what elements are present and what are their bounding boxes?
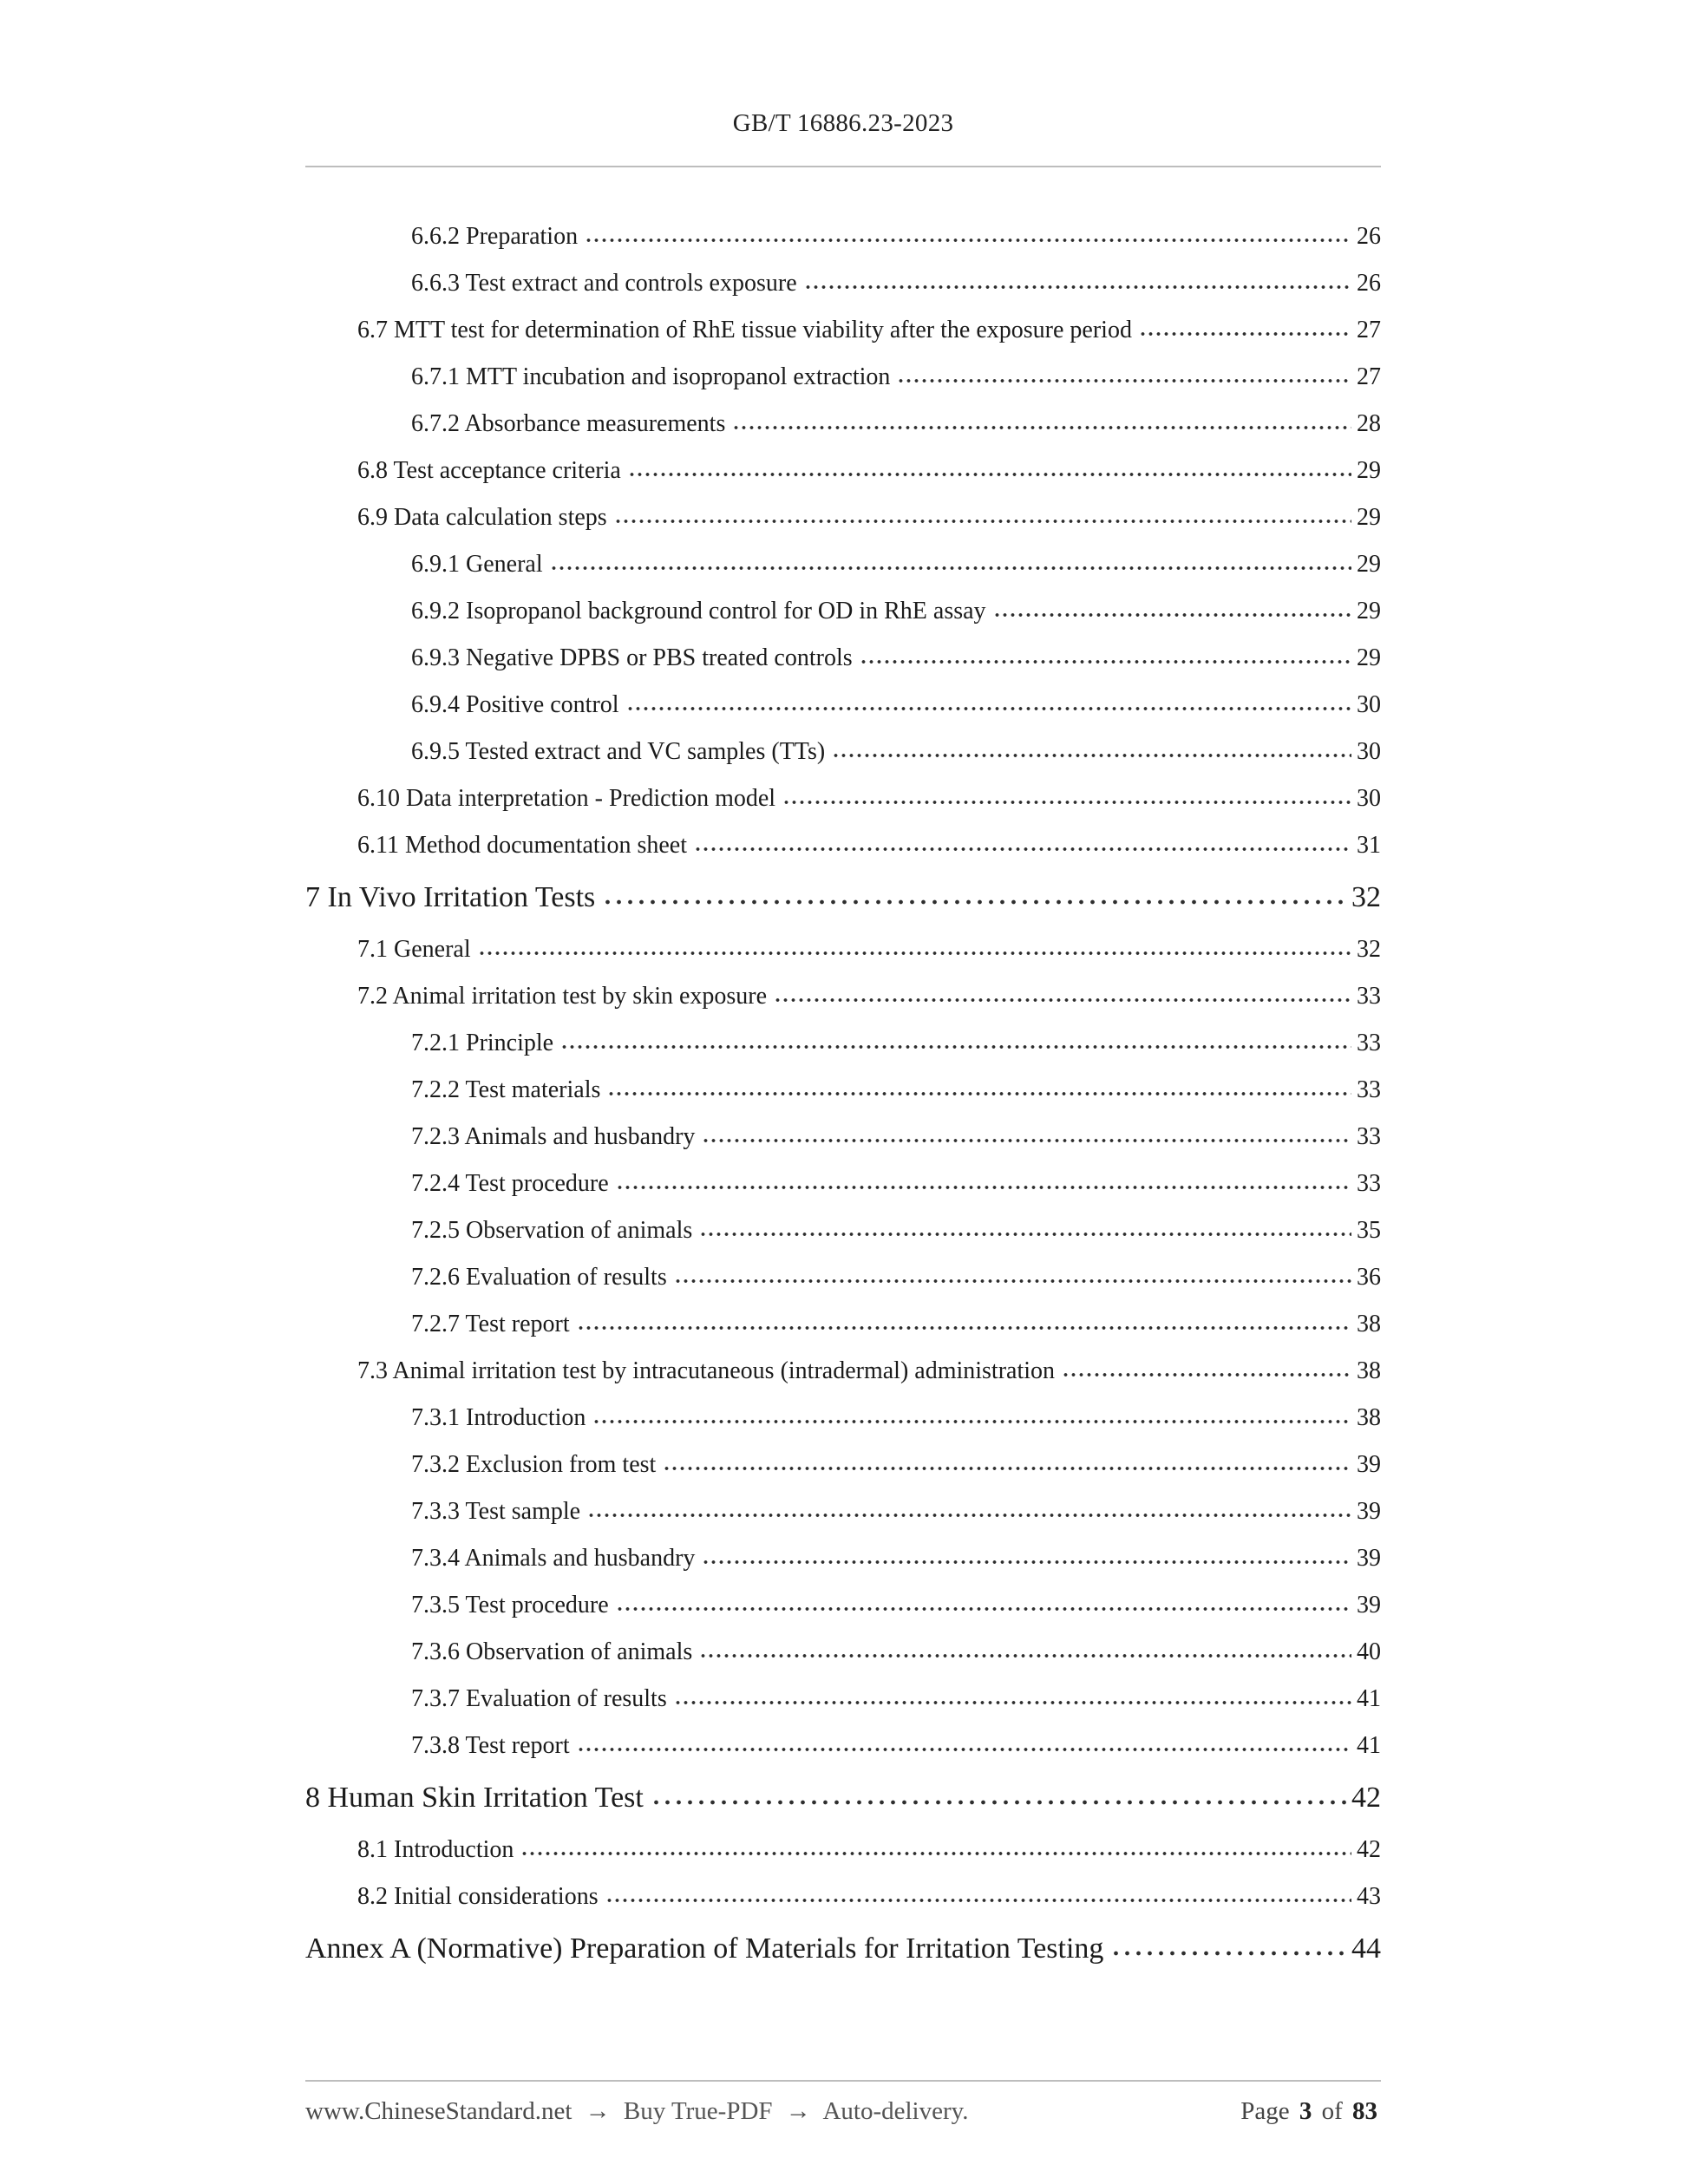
toc-entry-page: 33 [1357,1030,1381,1056]
toc-entry-title: 7.3.8 Test report [411,1732,570,1759]
toc-entry-page: 38 [1357,1311,1381,1337]
toc-entry-title: 6.6.2 Preparation [411,223,579,250]
toc-entry [305,1827,1381,1873]
toc-entry-title: 6.9 Data calculation steps [357,504,607,531]
toc-entry-title: 7.2.5 Observation of animals [411,1217,693,1244]
toc-entry-title: 7.3 Animal irritation test by intracutaneous (intradermal) administration [357,1357,1056,1384]
dot-leader [577,1324,1351,1331]
dot-leader [1139,330,1351,337]
dot-leader [1062,1371,1351,1378]
dot-leader [699,1231,1351,1238]
toc-entry [305,822,1381,869]
dot-leader [993,611,1351,618]
toc-entry [305,1582,1381,1629]
toc-entry-title: 7 In Vivo Irritation Tests [305,881,596,913]
footer-info [305,2097,969,2126]
toc-entry [305,260,1381,307]
toc-entry [305,1395,1381,1442]
toc-entry-title: 7.1 General [357,936,471,963]
toc-entry-page: 43 [1357,1883,1381,1910]
toc-entry-page: 40 [1357,1638,1381,1665]
toc-entry-page: 27 [1357,317,1381,343]
toc-entry-page: 30 [1357,738,1381,765]
toc-entry [305,1067,1381,1114]
toc-entry-page: 39 [1357,1545,1381,1572]
toc-entry-title: 6.7.2 Absorbance measurements [411,410,726,437]
dot-leader [651,1798,1346,1807]
dot-leader [702,1137,1351,1144]
toc-entry [305,1348,1381,1395]
toc-entry [305,354,1381,401]
toc-entry [305,1442,1381,1488]
header-divider [305,166,1381,167]
toc-entry-page: 32 [1351,881,1381,913]
toc-entry-title: 6.9.2 Isopropanol background control for OD in RhE assay [411,598,986,624]
toc-entry-page: 30 [1357,691,1381,718]
toc-entry-title: 8.1 Introduction [357,1836,514,1863]
footer-site-link[interactable]: www.ChineseStandard.net [305,2097,572,2125]
toc-entry-page: 39 [1357,1451,1381,1478]
toc-entry [305,1873,1381,1920]
toc-entry-page: 38 [1357,1357,1381,1384]
toc-entry-page: 33 [1357,1123,1381,1150]
dot-leader [614,518,1351,525]
toc-entry-title: 7.2.2 Test materials [411,1076,601,1103]
toc-entry-title: 7.3.3 Test sample [411,1498,581,1525]
toc-entry-title: 7.3.1 Introduction [411,1404,586,1431]
dot-leader [626,705,1351,712]
toc-entry [305,1161,1381,1207]
toc-entry-page: 28 [1357,410,1381,437]
toc-entry [305,635,1381,682]
toc-entry-title: 7.2 Animal irritation test by skin exposure [357,983,768,1010]
dot-leader [674,1699,1351,1706]
dot-leader [550,565,1351,572]
dot-leader [832,752,1351,759]
dot-leader [897,377,1351,384]
toc-entry-title: 6.11 Method documentation sheet [357,832,687,859]
dot-leader [616,1184,1351,1191]
toc-entry-page: 30 [1357,785,1381,812]
toc-entry-page: 44 [1351,1932,1381,1965]
dot-leader [592,1418,1351,1425]
toc-entry-page: 27 [1357,363,1381,390]
toc-entry-title: 7.3.4 Animals and husbandry [411,1545,696,1572]
toc-entry-page: 39 [1357,1592,1381,1618]
toc-entry-title: 6.9.5 Tested extract and VC samples (TTs) [411,738,826,765]
dot-leader [663,1465,1351,1472]
toc-entry [305,973,1381,1020]
toc-entry-page: 29 [1357,551,1381,578]
toc-entry-title: 6.10 Data interpretation - Prediction model [357,785,776,812]
toc-entry-page: 36 [1357,1264,1381,1291]
toc-entry [305,1020,1381,1067]
toc-entry [305,1769,1381,1827]
toc-entry [305,213,1381,260]
toc-entry-title: 6.9.4 Positive control [411,691,619,718]
dot-leader [804,284,1351,291]
dot-leader [699,1652,1351,1659]
toc-entry-page: 32 [1357,936,1381,963]
toc-entry [305,1920,1381,1978]
toc-entry [305,1207,1381,1254]
dot-leader [560,1043,1351,1050]
toc-entry [305,926,1381,973]
toc-entry-title: 7.2.4 Test procedure [411,1170,609,1197]
dot-leader [782,799,1351,806]
dot-leader [702,1559,1351,1566]
arrow-right-icon: → [585,2097,611,2125]
toc-entry-page: 29 [1357,457,1381,484]
toc-entry-page: 39 [1357,1498,1381,1525]
doc-number-header: GB/T 16886.23-2023 [732,109,954,137]
dot-leader [732,424,1351,431]
dot-leader [674,1278,1351,1285]
toc-entry-title: 7.2.6 Evaluation of results [411,1264,667,1291]
dot-leader [607,1090,1351,1097]
toc-entry [305,401,1381,448]
dot-leader [774,997,1351,1004]
toc-entry [305,869,1381,926]
dot-leader [602,898,1346,906]
toc-entry-title: 7.3.5 Test procedure [411,1592,609,1618]
toc-entry [305,1535,1381,1582]
dot-leader [585,237,1351,244]
of-word: of [1321,2097,1343,2125]
toc-entry [305,682,1381,729]
toc-entry-title: 7.2.7 Test report [411,1311,570,1337]
dot-leader [478,950,1351,957]
toc-entry-title: 6.7 MTT test for determination of RhE tissue viability after the exposure period [357,317,1132,343]
toc-entry-page: 26 [1357,270,1381,297]
toc-entry-page: 38 [1357,1404,1381,1431]
toc-entry-title: 8.2 Initial considerations [357,1883,599,1910]
dot-leader [605,1897,1351,1904]
toc-entry-title: 7.3.2 Exclusion from test [411,1451,657,1478]
toc-entry-page: 33 [1357,1170,1381,1197]
page-indicator [1240,2097,1381,2126]
toc-entry [305,1629,1381,1676]
toc-entry [305,307,1381,354]
toc-entry [305,1488,1381,1535]
page-word: Page [1240,2097,1290,2125]
dot-leader [577,1746,1351,1753]
toc-entry [305,1254,1381,1301]
dot-leader [1110,1949,1346,1958]
toc-entry-page: 29 [1357,504,1381,531]
toc-entry-title: 6.7.1 MTT incubation and isopropanol extraction [411,363,891,390]
footer-delivery-text: Auto-delivery. [822,2097,969,2125]
toc-entry-title: 8 Human Skin Irritation Test [305,1782,644,1814]
toc-entry [305,1676,1381,1723]
toc-entry [305,1301,1381,1348]
toc-entry-page: 29 [1357,598,1381,624]
dot-leader [694,846,1351,853]
toc-entry-title: 6.9.1 General [411,551,543,578]
toc-entry-title: 7.2.3 Animals and husbandry [411,1123,696,1150]
toc-entry-page: 33 [1357,1076,1381,1103]
toc-entry-page: 35 [1357,1217,1381,1244]
toc-entry-title: 6.6.3 Test extract and controls exposure [411,270,797,297]
toc-entry-page: 41 [1357,1732,1381,1759]
dot-leader [616,1605,1351,1612]
table-of-contents [305,213,1381,1978]
toc-entry [305,494,1381,541]
toc-entry-page: 41 [1357,1685,1381,1712]
footer-buy-text: Buy True-PDF [623,2097,773,2125]
toc-entry-page: 42 [1351,1782,1381,1814]
toc-entry-title: 6.9.3 Negative DPBS or PBS treated controls [411,644,853,671]
toc-entry [305,1723,1381,1769]
toc-entry-title: 7.2.1 Principle [411,1030,554,1056]
toc-entry [305,541,1381,588]
toc-entry-title: Annex A (Normative) Preparation of Materials for Irritation Testing [305,1932,1104,1965]
toc-entry-page: 29 [1357,644,1381,671]
dot-leader [520,1850,1351,1857]
footer-divider [305,2080,1381,2082]
arrow-right-icon: → [785,2097,811,2125]
dot-leader [628,471,1351,478]
page-total-number: 83 [1352,2097,1377,2125]
toc-entry-page: 42 [1357,1836,1381,1863]
toc-entry-title: 7.3.6 Observation of animals [411,1638,693,1665]
toc-entry [305,729,1381,775]
toc-entry-title: 7.3.7 Evaluation of results [411,1685,667,1712]
page-current-number: 3 [1299,2097,1312,2125]
toc-entry-page: 33 [1357,983,1381,1010]
toc-entry-page: 26 [1357,223,1381,250]
toc-entry [305,1114,1381,1161]
toc-entry-title: 6.8 Test acceptance criteria [357,457,621,484]
dot-leader [587,1512,1351,1519]
toc-entry [305,588,1381,635]
dot-leader [860,658,1351,665]
page-footer [305,2097,1381,2126]
toc-entry [305,775,1381,822]
toc-entry [305,448,1381,494]
toc-entry-page: 31 [1357,832,1381,859]
